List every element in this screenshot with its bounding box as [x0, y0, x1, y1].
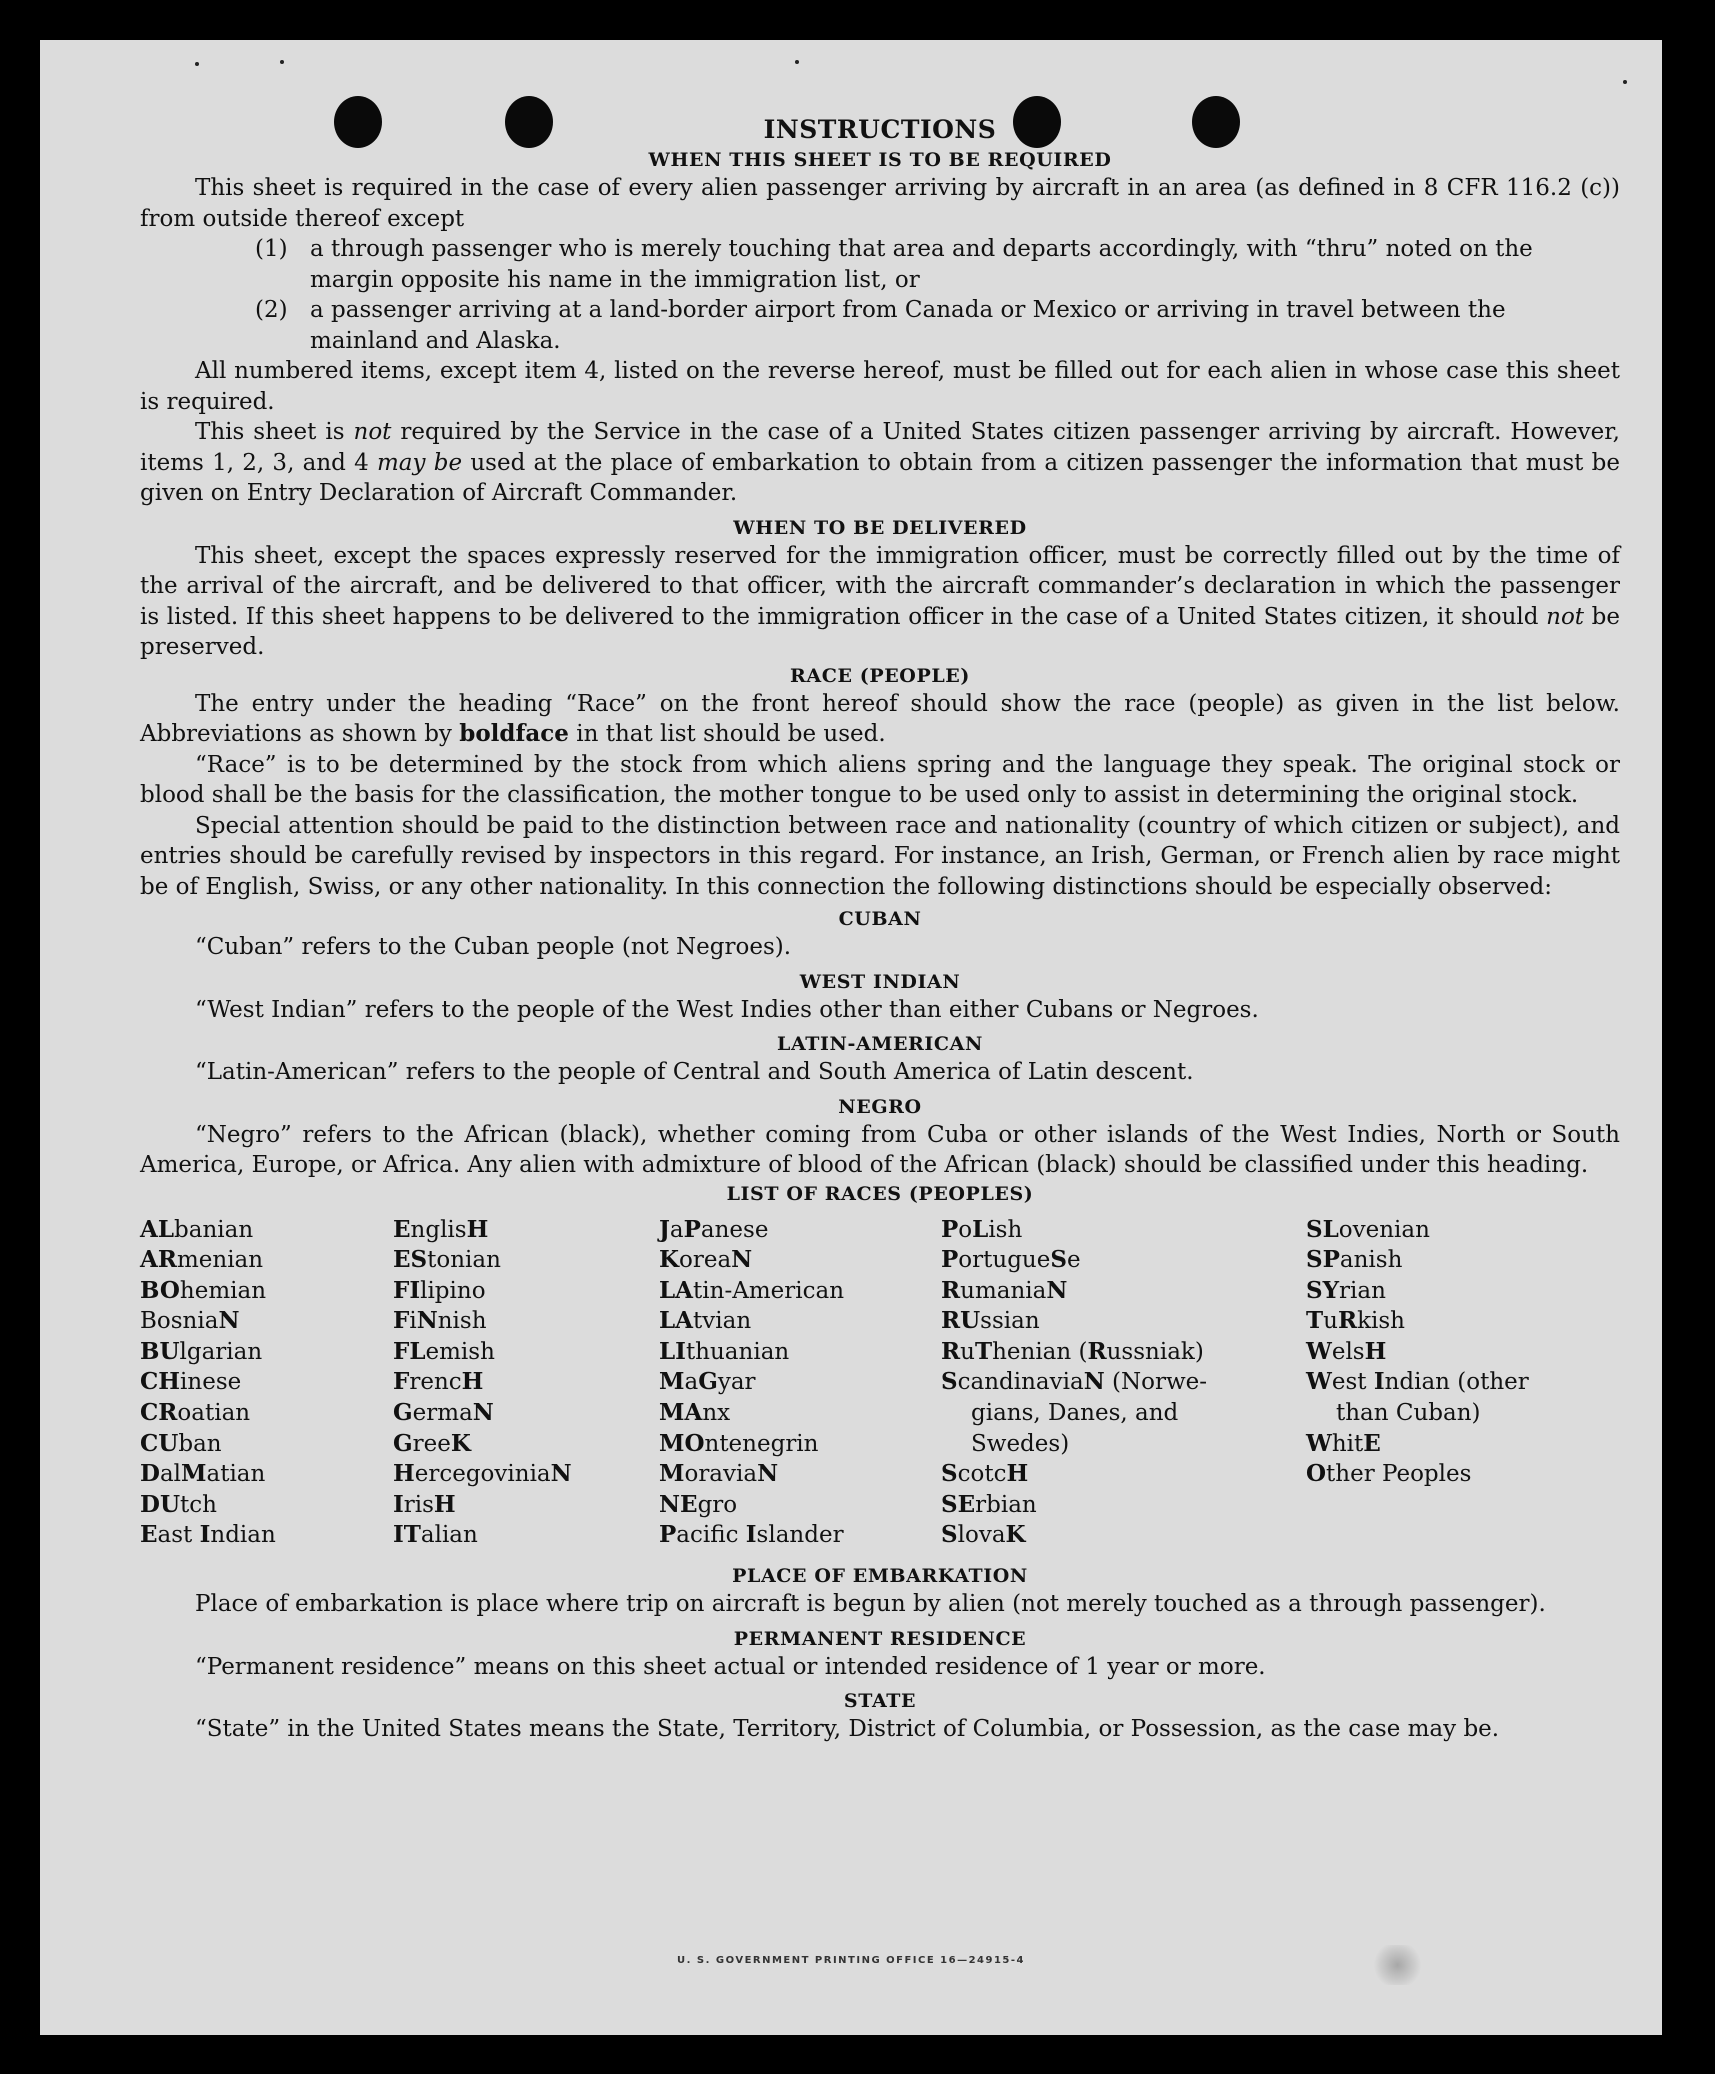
speck [195, 62, 199, 66]
race-entry: MoraviaN [659, 1460, 779, 1488]
races-column [1306, 1215, 1586, 1552]
race-entry: SlovaK [941, 1521, 1026, 1549]
race-entry: DUtch [140, 1490, 217, 1518]
paragraph: “West Indian” refers to the people of the West Indies other than either Cubans or Negroes. [195, 996, 1259, 1023]
race-entry: BosniaN [140, 1307, 240, 1335]
item-text: a passenger arriving at a land-border airport from Canada or Mexico or arriving in travel between the mainland and Alaska. [310, 297, 1506, 354]
race-entry: FIlipino [393, 1276, 486, 1304]
race-entry: LIthuanian [659, 1337, 790, 1365]
race-entry: West Indian (other [1306, 1368, 1529, 1396]
paragraph: Place of embarkation is place where trip on aircraft is begun by alien (not merely touched as a through passenger). [195, 1591, 1546, 1618]
paragraph: The entry under the heading “Race” on the front hereof should show the race (people) as given in the list below. Abbreviations as shown by boldface in that list should be used. [140, 690, 1620, 747]
race-entry: East Indian [140, 1521, 276, 1549]
race-entry: RuThenian (Russniak) [941, 1337, 1204, 1365]
race-entry: ScotcH [941, 1460, 1029, 1488]
heading-state: STATE [843, 1690, 917, 1713]
race-entry: FrencH [393, 1368, 484, 1396]
speck [795, 60, 799, 64]
paragraph: Special attention should be paid to the distinction between race and nationality (country of which citizen or subject), and entries should be carefully revised by inspectors in this regard. For instance, an Irish, German, or French alien by race might be of English, Swiss, or any other nationality. In this connection the following distinctions should be especially observed: [140, 812, 1620, 900]
race-entry: SErbian [941, 1490, 1037, 1518]
race-entry: than Cuban) [1336, 1400, 1481, 1427]
race-entry: LAtin-American [659, 1276, 845, 1304]
item-text: a through passenger who is merely touching that area and departs accordingly, with “thru” noted on the margin opposite his name in the immigration list, or [310, 236, 1533, 293]
item-number: (1) [255, 236, 288, 262]
race-entry: WelsH [1306, 1337, 1387, 1365]
race-entry: PortugueSe [941, 1246, 1081, 1274]
heading-permanent-residence: PERMANENT RESIDENCE [733, 1627, 1027, 1650]
heading-negro: NEGRO [838, 1095, 922, 1118]
race-entry: SLovenian [1306, 1215, 1430, 1243]
race-entry: MOntenegrin [659, 1429, 819, 1457]
race-entry: KoreaN [659, 1246, 753, 1274]
paragraph: This sheet is not required by the Service in the case of a United States citizen passenger arriving by aircraft. However, items 1, 2, 3, and 4 may be used at the place of embarkation to obtain from a citizen passenger the information that must be given on Entry Declaration of Aircraft Commander. [140, 419, 1620, 506]
race-entry: ARmenian [140, 1246, 264, 1274]
race-entry: GreeK [393, 1429, 471, 1457]
heading-west-indian: WEST INDIAN [799, 970, 961, 993]
race-entry: BOhemian [140, 1276, 267, 1304]
speck [1623, 80, 1627, 84]
paragraph: “Race” is to be determined by the stock from which aliens spring and the language they speak. The original stock or blood shall be the basis for the classification, the mother tongue to be used only to assist in determining the original stock. [140, 751, 1620, 808]
heading-when-required: WHEN THIS SHEET IS TO BE REQUIRED [648, 149, 1112, 171]
paragraph: All numbered items, except item 4, listed on the reverse hereof, must be filled out for each alien in whose case this sheet is required. [140, 358, 1620, 415]
paragraph: “Negro” refers to the African (black), whether coming from Cuba or other islands of the West Indies, North or South America, Europe, or Africa. Any alien with admixture of blood of the African (black) should be classified under this heading. [140, 1121, 1620, 1178]
speck [280, 60, 284, 64]
race-entry: BUlgarian [140, 1337, 263, 1365]
race-entry: Other Peoples [1306, 1460, 1472, 1488]
race-entry: JaPanese [659, 1215, 769, 1243]
race-entry: MAnx [659, 1399, 731, 1427]
race-entry: EStonian [393, 1246, 501, 1274]
page-title: INSTRUCTIONS [763, 115, 997, 144]
paragraph: “Latin-American” refers to the people of Central and South America of Latin descent. [195, 1059, 1194, 1085]
paragraph: This sheet is required in the case of every alien passenger arriving by aircraft in an area (as defined in 8 CFR 116.2 (c)) from outside thereof except [140, 175, 1620, 232]
race-entry: SPanish [1306, 1246, 1403, 1274]
race-entry: gians, Danes, and [971, 1400, 1179, 1427]
list-item [140, 295, 1620, 356]
paragraph: “Permanent residence” means on this sheet actual or intended residence of 1 year or more. [195, 1653, 1266, 1680]
race-entry: CRoatian [140, 1399, 251, 1427]
heading-place-of-embarkation: PLACE OF EMBARKATION [732, 1565, 1028, 1588]
document-content [140, 113, 1620, 1745]
race-entry: RumaniaN [941, 1276, 1068, 1304]
race-entry: WhitE [1306, 1429, 1381, 1457]
race-entry: PoLish [941, 1215, 1023, 1243]
heading-when-delivered: WHEN TO BE DELIVERED [733, 516, 1027, 539]
race-entry: IrisH [393, 1490, 456, 1518]
printing-office-footer: U. S. GOVERNMENT PRINTING OFFICE 16—24915-4 [677, 1955, 1025, 1966]
races-column [941, 1215, 1306, 1552]
race-entry: FiNnish [393, 1307, 487, 1335]
races-column [140, 1215, 393, 1552]
race-entry: ITalian [393, 1521, 478, 1549]
race-entry: TuRkish [1306, 1307, 1405, 1335]
document-sheet [40, 40, 1662, 2035]
race-entry: LAtvian [659, 1307, 752, 1335]
heading-list-of-races: LIST OF RACES (PEOPLES) [726, 1182, 1034, 1205]
race-entry: FLemish [393, 1337, 495, 1365]
race-entry: MaGyar [659, 1368, 756, 1396]
heading-race: RACE (PEOPLE) [790, 664, 970, 687]
race-entry: CUban [140, 1429, 222, 1457]
race-entry: SYrian [1306, 1276, 1386, 1304]
race-entry: EnglisH [393, 1215, 489, 1243]
list-item [140, 234, 1620, 295]
heading-cuban: CUBAN [838, 908, 922, 930]
race-entry: ALbanian [140, 1215, 254, 1243]
race-entry: GermaN [393, 1399, 494, 1427]
race-entry: HercegoviniaN [393, 1460, 572, 1488]
race-entry: Pacific Islander [659, 1521, 844, 1549]
race-entry: Swedes) [971, 1430, 1070, 1457]
paragraph: This sheet, except the spaces expressly reserved for the immigration officer, must be correctly filled out by the time of the arrival of the aircraft, and be delivered to that officer, with the aircraft commander’s declaration in which the passenger is listed. If this sheet happens to be delivered to the immigration officer in the case of a United States citizen, it should not be preserved. [140, 542, 1620, 660]
paragraph: “State” in the United States means the State, Territory, District of Columbia, or Possession, as the case may be. [195, 1716, 1500, 1743]
races-column [393, 1215, 659, 1552]
race-entry: RUssian [941, 1307, 1040, 1335]
races-column [659, 1215, 941, 1552]
race-entry: DalMatian [140, 1460, 266, 1488]
heading-latin-american: LATIN-AMERICAN [777, 1033, 983, 1055]
ink-smudge [1370, 1945, 1425, 1985]
race-entry: ScandinaviaN (Norwe- [941, 1368, 1208, 1396]
race-entry: CHinese [140, 1368, 242, 1396]
item-number: (2) [255, 297, 288, 323]
races-list [140, 1215, 1620, 1552]
race-entry: NEgro [659, 1490, 738, 1518]
paragraph: “Cuban” refers to the Cuban people (not Negroes). [195, 934, 792, 960]
